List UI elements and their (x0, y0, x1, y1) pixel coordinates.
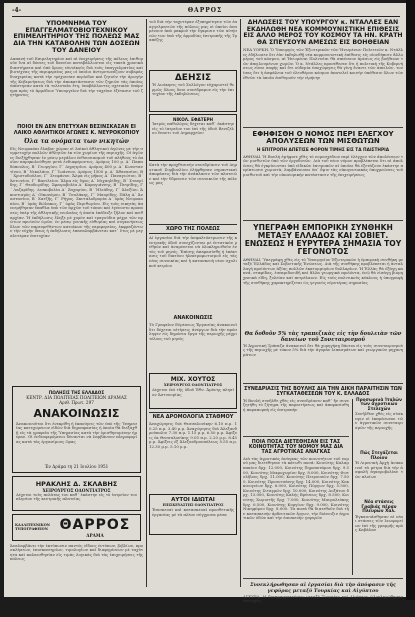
page-number: -4- (12, 7, 22, 14)
notice-title: ΑΝΑΚΟΙΝΩΣΙΣ (33, 406, 120, 420)
left-sub-italic: Όλα τα ονόματα των νικητών (24, 137, 129, 145)
column-divider (240, 19, 241, 587)
ad-line: ΚΕΝΤΡ. ΔΙΑ ΠΟΛΙΤΕΙΑΣ ΠΟΛΙΤΕΙΩΝ ΔΡΑΜΑΣ (26, 394, 127, 400)
side-headline: Νέα στάσεις Γραβιάς πέραν Πλευρῶν Χαλ. (361, 500, 397, 515)
notice-date: Έν Δράμα τη 21 Ιουλίου 1951 (44, 463, 109, 469)
article-body: ΑΘΗΝΑΙ. Ὑπεγράφη χθὲς εἰς τὸ Ὑπουργεῖον Ἐξωτερικῶν ἡ ἐμπορικὴ συνθήκη μεταξὺ Ἑλλάδος καὶ Σοβιετικῆς Ἑνώσεως. Διὰ τῆς συνθήκης προβλέπεται ἡ ἀνταλλαγὴ προϊόντων ἀξίας πολλῶν ἑκατομμυρίων δολλαρίων. Ἡ Ἑλλὰς θὰ ἐξάγῃ καπνά, σταφίδας, ἐσπεριδοειδῆ καὶ ἄλλα γεωργικὰ προϊόντα, ἐνῷ θὰ εἰσάγῃ βιομηχανικὰ εἴδη, ξυλείαν καὶ πετρέλαιον. Εἰς τοὺς πολιτικοὺς κύκλους ἡ ὑπογραφὴ τῆς συνθήκης χαρακτηρίζεται ὡς γεγονὸς εὐρυτέρας σημασίας (243, 256, 403, 285)
ad-title: ΗΡΑΚΛΗΣ Δ. ΣΚΛΑΒΗΣ (35, 479, 118, 488)
right-headline: ΕΦΗΦΙΣΘΗ Ο ΝΟΜΟΣ ΠΕΡΙ ΕΛΕΓΧΟΥ ΑΠΟΛΥΣΕΩΝ ΤΩΝ ΜΙΣΘΩΤΩΝ (252, 130, 394, 146)
section-title: ΑΝΑΚΟΙΝΩΣΙΣ (173, 315, 213, 321)
newspaper-page (4, 3, 406, 604)
box-title: ΜΙΧ. ΧΟΥΤΟΣ (170, 376, 216, 383)
article-body: ΑΘΗΝΑΙ. Ἡ Βουλὴ ἐψήφισε χθὲς τὸ νομοσχέδιον περὶ ἐλέγχου τῶν ἀπολύσεων τῶν μισθωτῶν ὑπὸ τῶν ἐργοδοτῶν. Διὰ τοῦ νέου νόμου προβλέπεται ὅτι αἱ ἀπολύσεις θὰ ἐγκρίνωνται ὑπὸ εἰδικῶν ἐπιτροπῶν αἱ ὁποῖαι θὰ ἐξετάζουν ἑκάστην περίπτωσιν χωριστὰ, λαμβάνουσαι ὑπ᾽ ὄψιν τὰς οἰκογενειακὰς ὑποχρεώσεις τοῦ μισθωτοῦ καὶ τὴν οἰκονομικὴν κατάστασιν τῆς ἐπιχειρήσεως (243, 153, 403, 178)
ad-title: ΠΩΛΗΣΙΣ ΤΗΣ ΕΛΛΑΔΟΣ (48, 389, 105, 395)
box-body: Ἰατρὸς παθολόγος δέχεται καθ᾽ ἑκάστην εἰς τὸ ἰατρεῖον του ἐπὶ τῆς ὁδοῦ Βενιζέλου ἔναντι τοῦ Δημαρχείου (152, 121, 234, 136)
left-headline: ΥΠΟΜΝΗΜΑ ΤΟΥ ΕΠΑΓΓΕΛΜΑΤΟΒΙΟΤΕΧΝΙΚΟΥ ΕΠΙΜΕΛΗΤΗΡΙΟΥ ΤΗΣ ΠΟΛΕΩΣ ΜΑΣ ΔΙΑ ΤΗΝ ΚΑΤΑΒΟΛΗΝ ΤΩΝ ΔΟΣΕΩΝ ΤΟΥ ΔΑΝΕΙΟΥ (13, 19, 140, 54)
divider (243, 383, 403, 384)
right-sub-italic: Συνεκλήρωθησαν αἱ ἐργασίαι διὰ τὴν ἀπόφασιν τῆς γεφύρας μεταξύ Τουρκίας καὶ Αἰγύπτου (250, 581, 396, 594)
section-title: ΧΩΡΟ ΤΗΣ ΠΟΛΕΩΣ (149, 224, 237, 234)
article-body: Τὸ Γραφεῖον Εὑρέσεως Ἐργασίας ἀνακοινοῖ ὅτι δέχεται αἰτήσεις ἀνέργων διὰ τὴν πρόσληψιν εἰς δημόσια ἔργα τῆς περιοχῆς μέχρι τέλους τοῦ μηνός (149, 322, 237, 341)
right-headline: ΔΗΛΩΣΕΙΣ ΤΟΥ ΥΠΟΥΡΓΟΥ κ. ΝΤΑΛΛΕΣ ΕΑΝ ΕΚΔΗΛΩΘΗ ΝΕΑ ΚΟΜΜΟΥΝΙΣΤΙΚΗ ΕΠΙΘΕΣΙΣ ΕΙΣ ΑΛΛΟ ΜΕΡΟΣ ΤΟΥ ΚΟΣΜΟΥ ΤΑ ΗΝ. ΚΡΑΤΗ ΘΑ ΣΠΕΥΣΟΥΝ ΑΜΕΣΩΣ ΕΙΣ ΒΟΗΘΕΙΑΝ (243, 19, 403, 46)
ad-line: ΧΕΙΡΟΥΡΓΟΣ ΟΔΟΝΤΙΑΤΡΟΣ (42, 487, 111, 493)
article-body: Ἐγκαινιάσθησαν αἱ νέαι στάσεις τῶν λεωφορείων ἐπὶ τῆς γραμμῆς πρὸς Καβάλαν (354, 513, 403, 533)
right-sub-headline: Η ΕΠΙΤΡΟΠΗ ΑΠΕΤΙΣΕ ΦΟΡΟΝ ΤΙΜΗΣ ΕΙΣ ΤΑ ΠΑΙΣΤΗΡΙΑ (256, 147, 390, 153)
ad-body: Δέχεται τοὺς πελάτας του καθ᾽ ἑκάστην εἰς τὸ ἰατρεῖον του πλησίον τῆς κεντρικῆς πλατείας (16, 491, 137, 502)
box-subtitle: ΕΠΙΣΚΕΥΑΣΤΗΣ ΟΔΟΝΤΙΑΤΡΟΣ (162, 503, 224, 507)
article-body: Ἡ Λιμενικὴ Ἀρχὴ ἀνακοινοῖ τὰ μέτρα διὰ τὴν ἀσφαλῆ ἀγκυροβολίαν τῶν πλοίων (354, 460, 403, 479)
column-divider (146, 19, 147, 587)
advertisement-box (149, 114, 237, 161)
box-title: ΔΕΗΣΙΣ (174, 73, 212, 83)
bottom-right-side (352, 399, 403, 575)
advertisement-box (149, 494, 237, 535)
box-body: Ἡ Διοίκησις τοῦ Συλλόγου εὐχαριστεῖ θερμῶς ὅλους ὅσοι συνέδραμον εἰς τὴν ἐπιτυχίαν τῆς ἐκδηλώσεως (152, 82, 234, 97)
left-sub-headline: ΠΟΙΟΙ ΕΝ ΔΕΝ ΕΠΕΤΥΧΑΝ ΒΕΣΙΝΣΚΑΣΑΝ ΕΙ ΛΑΙΚΟ ΑΘΛΗΤΙΚΟΙ ΑΓΩΝΕΣ Κ. ΝΕΥΡΟΚΟΠΙΟΥ (13, 123, 140, 136)
advertisement-box (149, 373, 237, 409)
box-title: ΑΥΤΟΙ ΙΔΙΩΤΑΙ (171, 497, 215, 503)
ad-reference: Αριθ. Πρωτ. 297 (59, 399, 94, 405)
article-body: τοῦ διὰ τὴν ταχυτέραν ἐξυπηρέτησιν τῶν ἐπαγγελματιῶν τῆς πόλεως μας οἱ ὁποῖοι ἀναμένουν ἀπὸ μακροῦ τὴν ἔγκρισιν τῶν αἰτήσεών των ὑπὸ τῆς ἁρμοδίας ἐπιτροπῆς τῆς Τραπέζης (149, 19, 237, 43)
right-headline: ΥΠΕΓΡΑΦΗ ΕΜΠΟΡΙΚΗ ΣΥΝΘΗΚΗ ΜΕΤΑΞΥ ΕΛΛΑΔΟΣ ΚΑΙ ΣΟΒΙΕΤ. ΕΝΩΣΕΩΣ Η ΕΥΡΥΤΕΡΑ ΣΗΜΑΣΙΑ ΤΟΥ ΓΕΓΟΝΟΤΟΣ (244, 222, 402, 256)
right-headline: ΠΟΙΑ ΠΟΣΑ ΔΙΕΤΕΘΗΣΑΝ ΕΙΣ ΤΑΣ ΚΟΙΝΟΤΗΤΑΣ ΤΟΥ ΝΟΜΟΥ ΜΑΣ ΔΙΑ ΤΑΣ ΑΓΡΟΤΙΚΑΣ ΑΝΑΓΚΑΣ (248, 439, 344, 455)
notice-box (12, 386, 141, 473)
article-body: ΑΓΚΥΡΑ. Αἱ διαπραγματεύσεις μεταξὺ Τουρκίας καὶ Αἰγύπτου ὡλοκληρώθησαν ἐπιτυχῶς (243, 593, 403, 604)
divider (243, 436, 349, 437)
article-body: ΝΕΑ ΥΟΡΚΗ. Ὁ Ὑπουργὸς τῶν Ἐξωτερικῶν τῶν Ἡνωμένων Πολιτειῶν κ. Ντάλλες ἐδήλωσεν ὅτι ἐὰν ἐκδηλωθῇ νέα κομμουνιστικὴ ἐπίθεσις εἰς οἱονδήποτε ἄλλο μέρος τοῦ κόσμου, αἱ Ἡνωμέναι Πολιτεῖαι θὰ σπεύσουν ἀμέσως εἰς βοήθειαν τῶν ἀπειλουμένων χωρῶν. Ὁ κ. Ντάλλες προσέθεσεν ὅτι ἡ πολιτικὴ τῆς Κυβερνήσεως εἶναι σαφὴς καὶ ὅτι οὐδεμία ὑποχώρησις θὰ γίνῃ ἔναντι τῶν ἀπειλῶν, τονίσας ὅτι ἡ ἀσφάλεια τοῦ ἐλευθέρου κόσμου ἀποτελεῖ κοινὴν ὑπόθεσιν ὅλων τῶν ἐθνῶν τὰ ὁποῖα ἐπιθυμοῦν τὴν εἰρήνην (243, 47, 403, 80)
box-body: Δέχεται ἐπὶ τῆς ὁδοῦ Ἐθν. Ἀμύνης πλησίον Ἀστυνομίας (152, 387, 234, 397)
right-sub-italic: Θα δοθοῦν 5% τὰς τραπεζικὰς εἰς τὴν δουλειὰν τῶν δανείων τοῦ Συνεταιρισμοῦ (244, 330, 402, 343)
bottom-right-area (243, 399, 403, 575)
left-column (10, 20, 143, 592)
ad-title: ΘΑΡΡΟΣ (59, 516, 131, 533)
right-headline: ΣΥΝΕΔΡΙΑΣΙΣ ΤΗΣ ΒΟΥΛΗΣ ΔΙΑ ΤΗΝ ΔΙΚΗ ΠΑΡΑΙΤΗΣΙΝ ΤΩΝ ΣΥΓΚΑΤΑΘΕΣΕΩΝ ΤΟΥ Κ. ΕΛΛΑΔΟΣ (244, 386, 402, 397)
box-title: ΝΙΚΟΛ. ΕΦΑΤΕΡΗ (172, 117, 214, 122)
divider (243, 127, 403, 128)
advertisement-box (12, 476, 141, 511)
divider (243, 220, 403, 221)
ad-tag: ΚΑΛΛΙΤΕΧΝΙΚΟΝ ΤΥΠΟΓΡΑΦΕΙΟΝ (15, 523, 50, 532)
article-body: Ἡ Ἀγροτικὴ Τράπεζα ἀνακοινοῖ ὅτι θὰ χορηγήσῃ δάνεια εἰς τοὺς συνεταιρισμοὺς τῆς περιοχῆς μὲ τόκον 5% διὰ τὴν ἀγορὰν λιπασμάτων καὶ γεωργικῶν μηχανημάτων (243, 342, 403, 357)
newspaper-name: ΘΑΡΡΟΣ (187, 7, 223, 14)
masthead-rule (12, 16, 400, 17)
bottom-right-main (243, 399, 349, 575)
section-title: ΝΕΑ ΔΡΟΜΟΛΟΓΙΑ ΣΤΑΘΜΟΥ (149, 412, 237, 420)
side-headline: Πώς Στεγάζεται Πλοῖον (360, 451, 398, 461)
right-column (243, 19, 403, 604)
side-headline: Προσωρινὰ Ἰταλῶν τῶν ἀγροτικῶν Στελεχῶν (355, 397, 402, 412)
article-body: Διὰ τὰς ἀγροτικὰς ἀνάγκας τῶν κοινοτήτων τοῦ νομοῦ μας διετέθησαν τὰ κάτωθι ποσά: Κοινότης Καλαμπακίου δρχ. 12.000, Κοινότης Ξηροποτάμου δρχ. 9.500, Κοινότης Μικροχωρίου δρχ. 8.000, Κοινότης Φωτολίβους δρχ. 11.000, Κοινότης Πετρουσῶν δρχ. 7.500, Κοινότης Προσοτσάνης δρχ. 14.000, Κοινότης Κοκκινογείων δρχ. 6.000, Κοινότης Πύργων δρχ. 5.500, Κοινότης Σιταγρῶν δρχ. 10.000, Κοινότης Δοξάτου δρχ. 13.000, Κοινότης Καλής Βρύσεως δρχ. 8.500, Κοινότης Χωριστῆς δρχ. 7.000, Κοινότης Μαυρολεύκης δρχ. 6.500, Κοινότης Κυργίων δρχ. 9.000, Κοινότης Νικηφόρου δρχ. 8.000. Τὰ ποσὰ θὰ διατεθοῦν διὰ τὴν κατασκευὴν ἀρδευτικῶν ἔργων, τὴν διάνοιξιν ἀγροτικῶν ὁδῶν καὶ τὴν ἐπισκευὴν γεφυρῶν (243, 455, 349, 521)
notice-body: Ἀνακοινοῦται ὅτι ἐνεκρίθη ἡ ἐκποίησις τῶν ὑπὸ τῆς Ὑπηρεσίας κατεχομένων εἰδῶν διὰ δημοπρασίας ἡ ὁποία θὰ διεξαχθῇ εἰς τὰ γραφεῖα τῆς Ὑπηρεσίας κατὰ τὴν ὁρισθησομένην ἡμέραν. Οἱ ἐνδιαφερόμενοι δύνανται νὰ λαμβάνουν πληροφορίας κατὰ τὰς ἐργασίμους ὥρας (16, 420, 137, 444)
box-body: Ἐπισκευαὶ καὶ κατασκευαὶ προσθετικῆς ἐργασίας μὲ τὰ πλέον σύγχρονα μέσα (152, 507, 234, 517)
article-body: Ἡ Βουλὴ συνῆλθε χθὲς εἰς συνεδρίασιν καθ᾽ ἣν συνεζητήθη τὸ ζήτημα τῆς παραιτήσεως καὶ ἀπεφασίσθη ἡ παραπομπὴ εἰς ἐπιτροπήν (243, 397, 349, 412)
middle-column (149, 20, 237, 592)
page-edge-shadow (406, 0, 415, 600)
ad-body: Ἀναλαμβάνει τὴν ἐκτύπωσιν παντὸς εἴδους ἐντύπων, βιβλίων, προσκλήσεων, ἐπισκεπτηρίων, τιμολογίων καὶ διαφημίσεων μὲ ταχύτητα καὶ καλαισθησίαν εἰς τιμὰς λογικὰς διὰ τὰς ἐπιχειρήσεις τῆς πόλεως (10, 542, 143, 562)
timetable: Ἀναχώρησις διὰ Θεσσαλονίκην 6.10 π.μ. 10.25 π.μ. 3.40 μ.μ. Ἀναχώρησις διὰ Ἀλεξανδρούπολιν 7.30 π.μ. 1.15 μ.μ. 6.50 μ.μ. Ἀφίξεις ἐκ Θεσσαλονίκης 9.05 π.μ. 2.20 μ.μ. 8.45 μ.μ. Ἀφίξεις ἐξ Ἀλεξανδρουπόλεως 5.55 π.μ. 12.30 μ.μ. 5.10 μ.μ. (149, 421, 237, 449)
article-body: Εἰς Νευροκόπι ἔλαβον χώραν οἱ λαϊκοὶ ἀθλητικοὶ ἀγῶνες μὲ τὴν συμμετοχὴν πολλῶν ἀθλητῶν ἐκ τῶν χωρίων τῆς περιοχῆς. Οἱ ἀγῶνες διεξήχθησαν ἐν μέσῳ μεγάλου ἐνθουσιασμοῦ τοῦ πλήθους τὸ ὁποῖον παρηκολούθησε μετὰ ἐνδιαφέροντος. Δρόμος 100 μ. Α΄ Παπαδόπουλος, Β΄ Γεωργίου, Γ΄ Δημητρίου. Δρόμος 400 μ. Α΄ Κωνσταντίνου, Β΄ Νικολάου, Γ΄ Ἰωάννου. Δρόμος 1500 μ. Α΄ Ἀθανασίου, Β΄ Χριστοδούλου, Γ΄ Στεφάνου. Ἅλμα εἰς μῆκος Α΄ Παναγιώτου, Β΄ Ἀντωνίου, Γ΄ Βασιλείου. Ἅλμα εἰς ὕψος Α΄ Μιχαηλίδης, Β΄ Σταυρίδης, Γ΄ Θεοδωρίδης. Σφαιροβολία Α΄ Καραγιάννης, Β΄ Πετρίδης, Γ΄ Λαζαρίδης. Δισκοβολία Α΄ Ζαχαρίου, Β΄ Ἠλιάδης, Γ΄ Ἀλεξίου. Ἀκοντισμὸς Α΄ Οἰκονόμου, Β΄ Τσολάκης, Γ΄ Μαυρίδης. Πάλη Α΄ Ἀναστασίου, Β΄ Χατζῆς, Γ΄ Ρήγας. Σκυταλοδρομία Α΄ ὁμὰς Νευροκοπίου, Β΄ ὁμὰς Βώλακος, Γ΄ ὁμὰς Περιθωρίου. Εἰς τοὺς νικητὰς ἀπενεμήθησαν ἔπαθλα ὑπὸ τῶν ἀρχῶν τοῦ τόπου καὶ ἐγένοντο προπόσεις ὑπὲρ τῆς ἀθλητικῆς νεολαίας ἡ ὁποία ἐπέδειξε ζῆλον καὶ πειθαρχίαν. Ἡ ἐκδήλωσις ἔληξε μὲ χορὸν καὶ τραγούδια μέχρι τῶν πρώτων πρωϊνῶν ὡρῶν, ἐν μέσῳ γενικῆς εὐθυμίας καὶ συγκινήσεως ὅλων τῶν παρευρεθέντων κατοίκων τῆς περιφερείας, ἐκφραζόντων τὴν εὐχὴν ὅπως ἡ ἐκδήλωσις ἐπαναλαμβάνεται κατ᾽ ἔτος μὲ μεγαλυτέραν ἐπιτυχίαν (10, 145, 143, 238)
article-body: Δαπανή τοῦ Επιμελητηρίου καὶ αἱ ἐπιχειρήσεις τῆς πόλεως ἐπιθυμοῦν ἵνα αἱ δόσεις τοῦ δανείου καταβάλλωνται εἰς τακτὰ χρονικὰ διαστήματα καὶ ὑπὸ ὅρους εὐνοϊκούς διὰ τοὺς ἐπαγγελματίας καὶ βιοτέχνας τῆς περιφερείας μας οἱ ὁποῖοι ἀντιμετωπίζουν σοβαρὰς δυσχερείας κατὰ τὴν τρέχουσαν περίοδον καὶ ζητοῦν τὴν ἀρωγὴν τῆς Κυβερνήσεως διὰ τὴν ἀποκατάστασιν τῶν ζημιῶν τὰς ὁποίας ὑπέστησαν κατὰ τὰ τελευταῖα ἔτη, ὑποβάλλοντες σχετικὸν ὑπόμνημα πρὸς τὸ ἁρμόδιον Ὑπουργεῖον διὰ τὴν ταχεῖαν ἐξέτασιν τοῦ ζητήματος (10, 55, 143, 98)
divider (243, 578, 403, 579)
article-body: Συνῆλθον χθὲς εἰς σύσκεψιν οἱ ἐκπρόσωποι τῶν ἀγροτικῶν συνεταιρισμῶν τῆς περιοχῆς (354, 411, 403, 430)
article-body: Αἱ ἐργασίαι διὰ τὴν ἀσφαλτόστρωσιν τῆς κεντρικῆς ὁδοῦ συνεχίζονται μὲ ἐντατικὸν ρυθμὸν καὶ ἀναμένεται νὰ ὁλοκληρωθοῦν ἐντὸς τοῦ μηνός. Ἐπίσης ἀπεφασίσθη ἡ ἐπέκτασις τοῦ δικτύου ἠλεκτροφωτισμοῦ εἰς τὰς νέας συνοικίας καὶ ἡ κατασκευὴ νέου σχολικοῦ κτιρίου (149, 235, 237, 268)
notice-box (149, 70, 237, 112)
ad-line: ΔΡΑΜΑ (86, 532, 104, 538)
printing-house-ad (12, 514, 141, 541)
article-body: Κατὰ τὴν προχθεσινὴν συνεδρίασιν τοῦ Δημοτικοῦ Συμβουλίου ἐλήφθησαν σημαντικαὶ ἀποφάσεις διὰ τὴν ἀνάπλασιν τῶν πλατειῶν καὶ τὴν ὕδρευσιν τῶν συνοικιῶν τῆς πόλεως μας (149, 162, 237, 186)
box-subtitle: ΧΕΙΡΟΥΡΓΟΣ ΟΔΟΝΤΙΑΤΡΟΣ (163, 383, 223, 387)
